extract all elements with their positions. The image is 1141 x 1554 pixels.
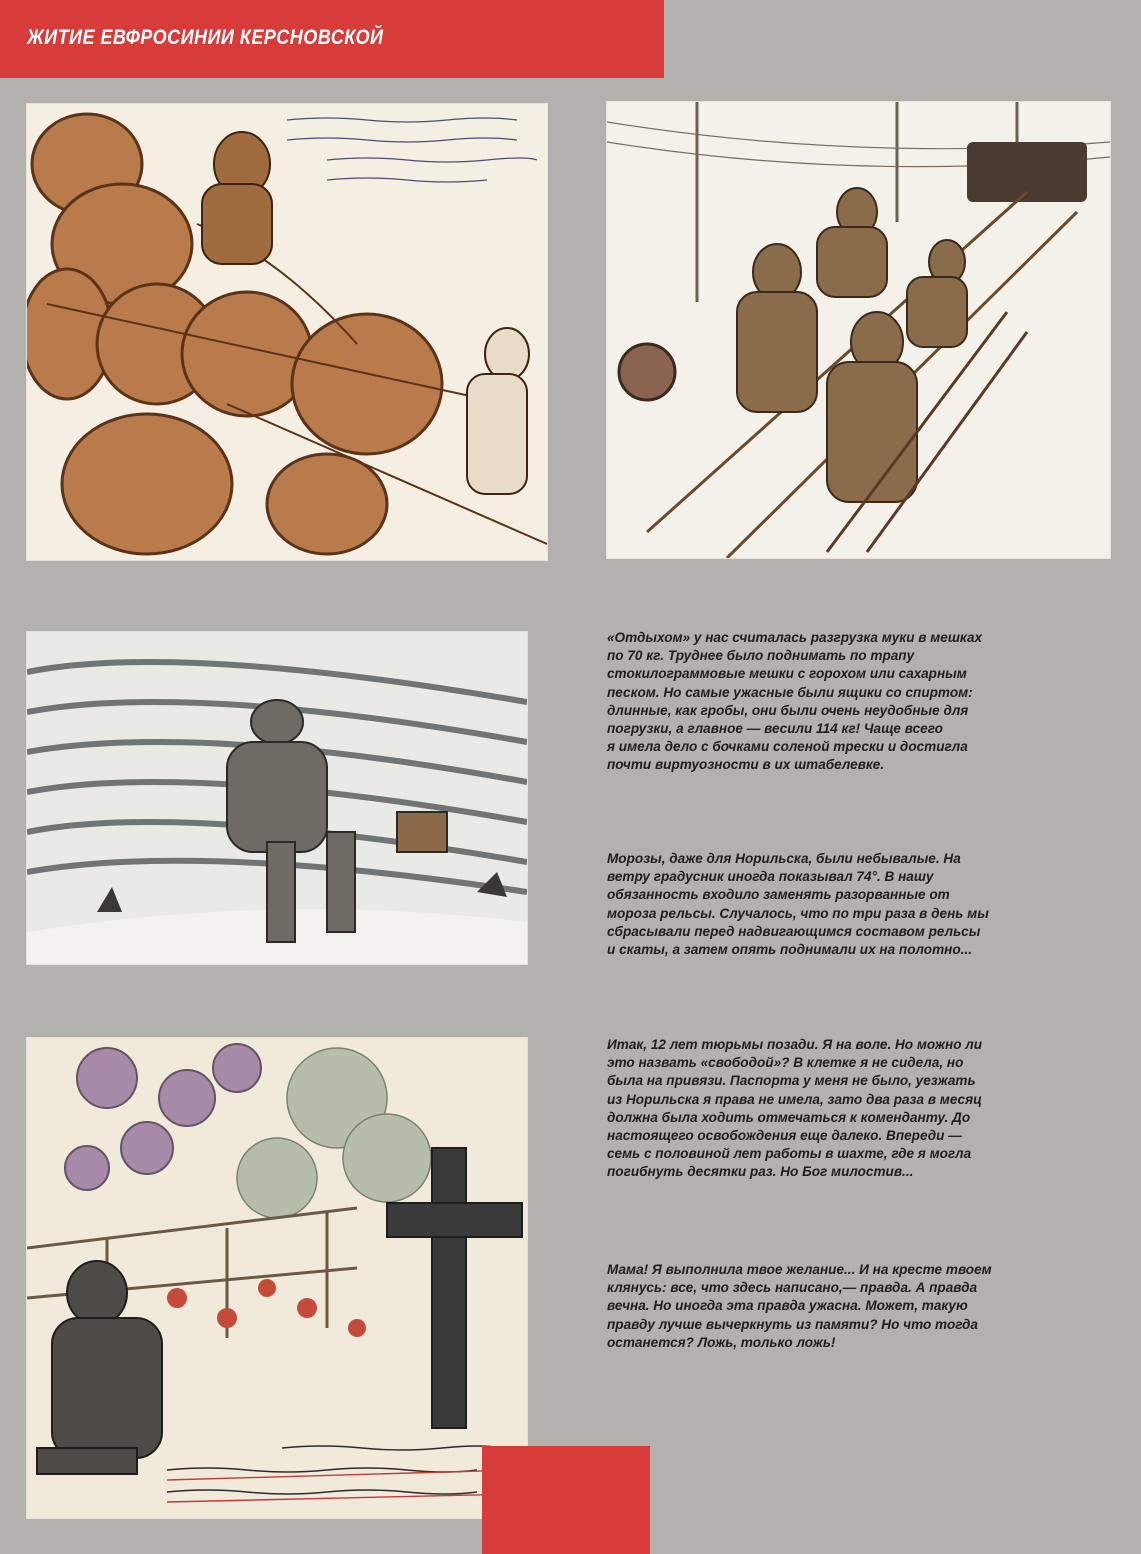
caption-unloading: «Отдыхом» у нас считалась разгрузка муки в мешках по 70 кг. Труднее было поднимать по трапу стокилограммовые мешки с горохом или сахарным песком. Но самые ужасные были ящики со спиртом: длинные, как гробы, они были очень неудобные для погрузки, а главное — весили 114 кг! Чаще всего я имела дело с бочками соленой трески и достигла почти виртуозности в их штабелевке.	[607, 629, 983, 773]
illustration-snowstorm	[27, 632, 527, 964]
footer-accent-block	[482, 1446, 650, 1554]
header-band	[0, 0, 664, 78]
illustration-barrels	[27, 104, 547, 560]
illustration-railway	[607, 102, 1110, 558]
illustration-grave	[27, 1038, 527, 1518]
barrels-drawing	[27, 104, 547, 560]
page-title: ЖИТИЕ ЕВФРОСИНИИ КЕРСНОВСКОЙ	[27, 26, 384, 49]
snowstorm-drawing	[27, 632, 527, 964]
railway-drawing	[607, 102, 1110, 558]
grave-drawing	[27, 1038, 527, 1518]
caption-freedom: Итак, 12 лет тюрьмы позади. Я на воле. Но можно ли это назвать «свободой»? В клетке я не сидела, но была на привязи. Паспорта у меня не было, уезжать из Норильска я права не имела, зато два раза в месяц должна была ходить отмечаться к коменданту. До настоящего освобождения еще далеко. Впереди — семь с половиной лет работы в шахте, где я могла погибнуть десятки раз. Но Бог милостив...	[607, 1036, 983, 1180]
caption-mother: Мама! Я выполнила твое желание... И на кресте твоем клянусь: все, что здесь написано,— правда. А правда вечна. Но иногда эта правда ужасна. Может, такую правду лучше вычеркнуть из памяти? Но что тогда останется? Ложь, только ложь!	[607, 1261, 992, 1350]
caption-frost: Морозы, даже для Норильска, были небывалые. На ветру градусник иногда показывал 74°. В нашу обязанность входило заменять разорванные от мороза рельсы. Случалось, что по три раза в день мы сбрасывали перед надвигающимся составом рельсы и скаты, а затем опять поднимали их на полотно...	[607, 850, 989, 958]
